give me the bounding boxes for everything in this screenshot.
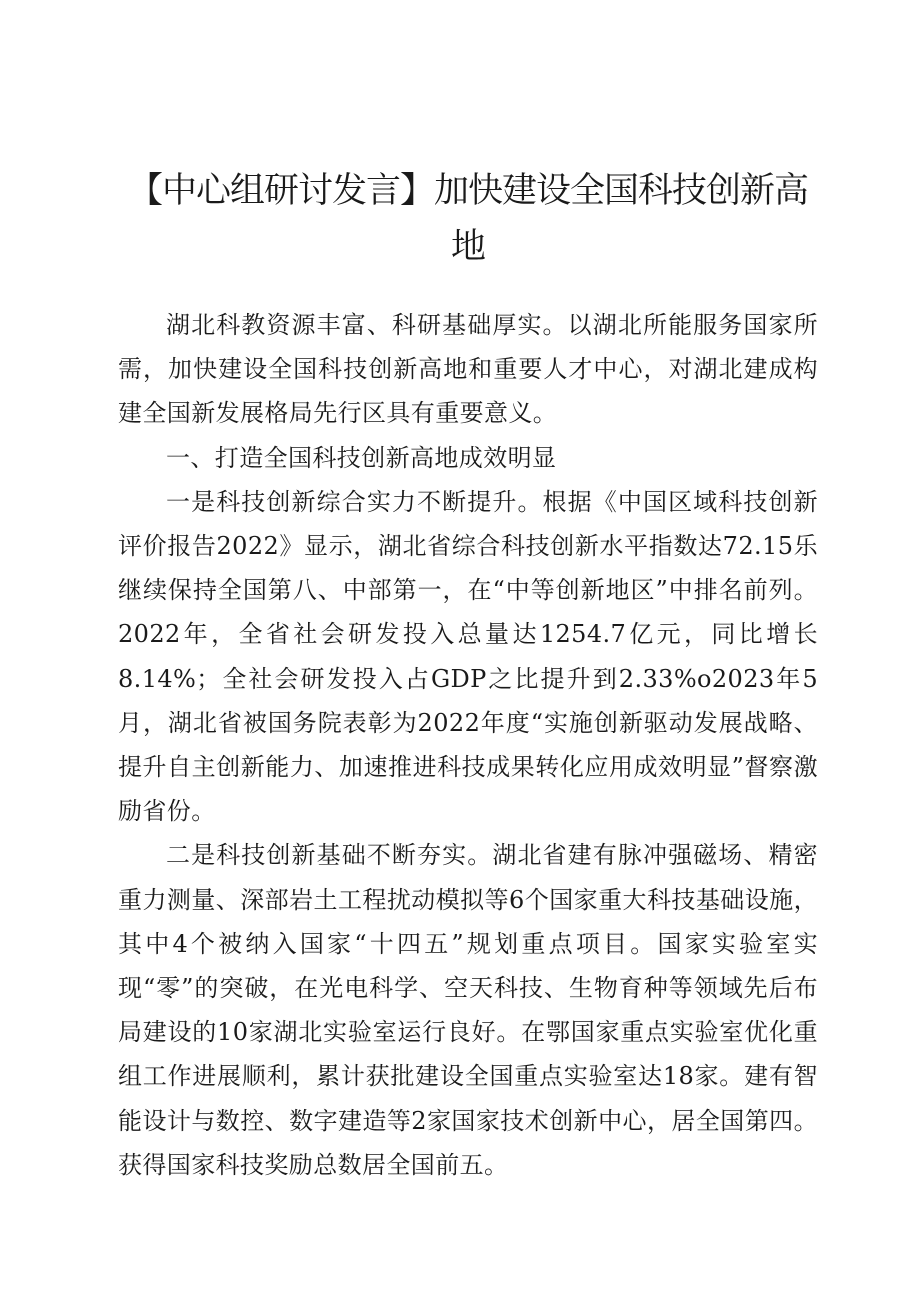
document-title: 【中心组研讨发言】加快建设全国科技创新高地 [127, 171, 808, 267]
intro-paragraph: 湖北科教资源丰富、科研基础厚实。以湖北所能服务国家所需，加快建设全国科技创新高地和重要人才中心，对湖北建成构建全国新发展格局先行区具有重要意义。 [118, 311, 818, 428]
body-paragraph-1: 一是科技创新综合实力不断提升。根据《中国区域科技创新评价报告2022》显示，湖北省综合科技创新水平指数达72.15乐继续保持全国第八、中部第一，在“中等创新地区”中排名前列。2022年，全省社会研发投入总量达1254.7亿元，同比增长8.14%；全社会研发投入占GDP之比提升到2.33%o2023年5月，湖北省被国务院表彰为2022年度“实施创新驱动发展战略、提升自主创新能力、加速推进科技成果转化应用成效明显”督察激励省份。 [118, 487, 818, 826]
body-paragraph-2: 二是科技创新基础不断夯实。湖北省建有脉冲强磁场、精密重力测量、深部岩土工程扰动模拟等6个国家重大科技基础设施，其中4个被纳入国家“十四五”规划重点项目。国家实验室实现“零”的突破，在光电科学、空天科技、生物育种等领域先后布局建设的10家湖北实验室运行良好。在鄂国家重点实验室优化重组工作进展顺利，累计获批建设全国重点实验室达18家。建有智能设计与数控、数字建造等2家国家技术创新中心，居全国第四。获得国家科技奖励总数居全国前五。 [118, 841, 818, 1179]
document-body [118, 303, 818, 1187]
section-heading: 一、打造全国科技创新高地成效明显 [166, 443, 557, 472]
